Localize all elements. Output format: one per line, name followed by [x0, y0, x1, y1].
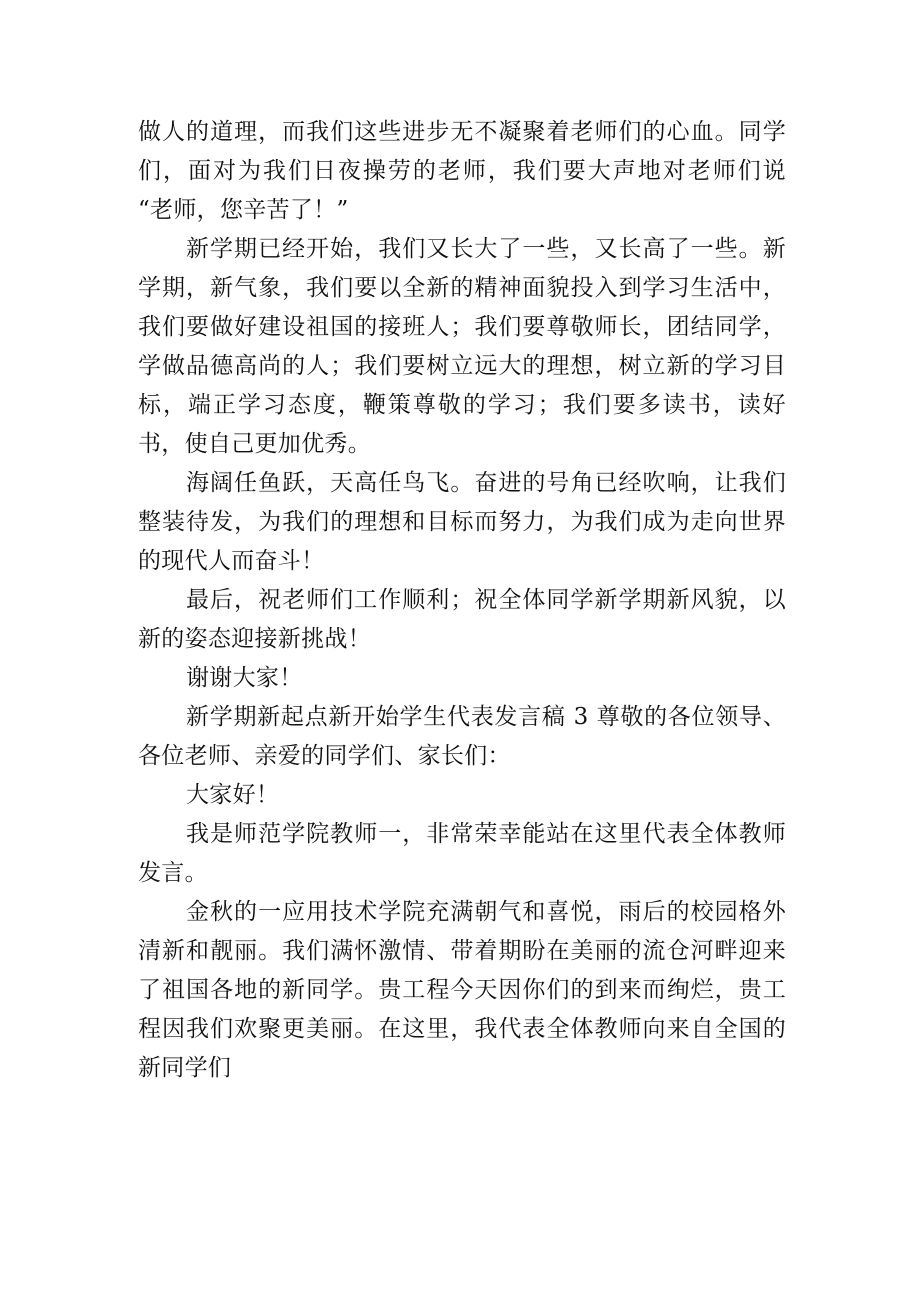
- paragraph-new-semester: 新学期已经开始，我们又长大了一些，又长高了一些。新学期，新气象，我们要以全新的精神面貌投入到学习生活中，我们要做好建设祖国的接班人；我们要尊敬师长，团结同学，学做品德高尚的人；我们要树立远大的理想，树立新的学习目标，端正学习态度，鞭策尊敬的学习；我们要多读书，读好书，使自己更加优秀。: [138, 236, 786, 457]
- paragraph-speech-3-heading: 新学期新起点新开始学生代表发言稿 3 尊敬的各位领导、各位老师、亲爱的同学们、家长们：: [138, 704, 786, 769]
- paragraph-greeting: 大家好！: [186, 782, 280, 808]
- paragraph-continuation: 做人的道理，而我们这些进步无不凝聚着老师们的心血。同学们，面对为我们日夜操劳的老师，我们要大声地对老师们说 “老师，您辛苦了！”: [138, 119, 786, 223]
- paragraph-sea-and-sky: 海阔任鱼跃，天高任鸟飞。奋进的号角已经吹响，让我们整装待发，为我们的理想和目标而努力，为我们成为走向世界的现代人而奋斗！: [138, 470, 786, 574]
- paragraph-closing-wishes: 最后，祝老师们工作顺利；祝全体同学新学期新风貌，以新的姿态迎接新挑战！: [138, 587, 786, 652]
- document-body: [138, 113, 786, 1088]
- paragraph-thanks: 谢谢大家！: [186, 665, 303, 691]
- paragraph-introduction: 我是师范学院教师一，非常荣幸能站在这里代表全体教师发言。: [138, 821, 786, 886]
- paragraph-golden-autumn: 金秋的一应用技术学院充满朝气和喜悦，雨后的校园格外清新和靓丽。我们满怀激情、带着期盼在美丽的流仓河畔迎来了祖国各地的新同学。贵工程今天因你们的到来而绚烂，贵工程因我们欢聚更美丽。在这里，我代表全体教师向来自全国的新同学们: [138, 899, 786, 1081]
